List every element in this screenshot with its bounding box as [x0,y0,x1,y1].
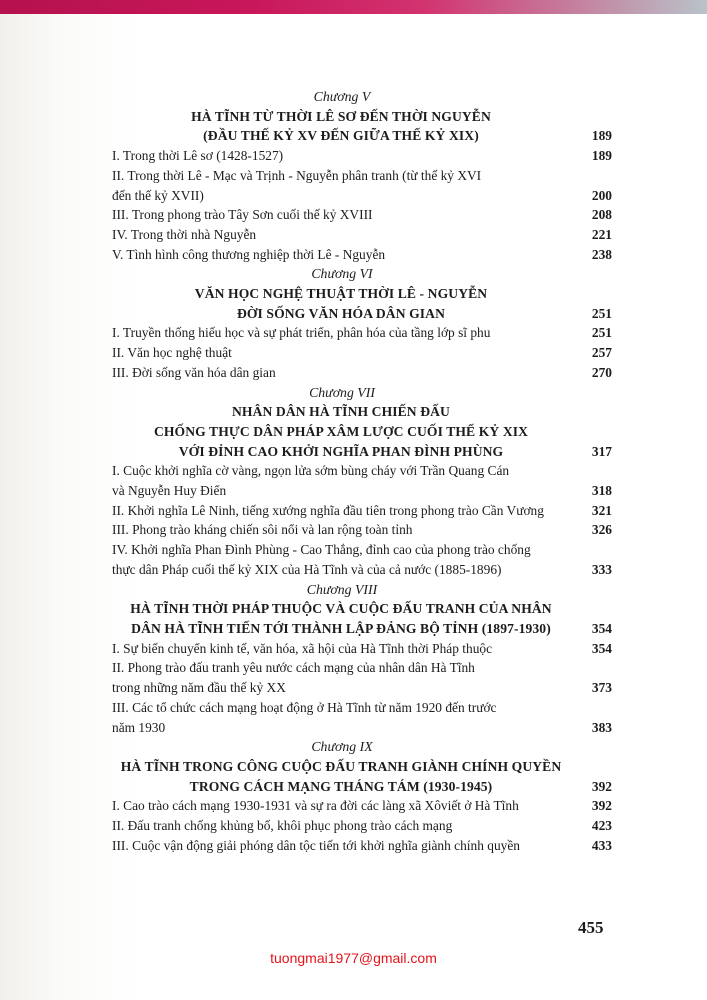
chapter-title-line [112,402,612,422]
chapter-title-text: HÀ TĨNH TRONG CÔNG CUỘC ĐẤU TRANH GIÀNH CHÍNH QUYỀN [120,758,562,774]
chapter-label: Chương V [313,89,371,104]
toc-entry-page: 270 [591,364,612,380]
chapter-page-number: 251 [591,305,612,321]
watermark-email: tuongmai1977@gmail.com [270,950,437,966]
toc-entry-page: 383 [591,719,612,735]
chapter-page-number: 317 [591,443,612,459]
chapter-label: Chương VI [311,266,373,282]
table-of-contents [112,87,612,855]
toc-entry-page: 392 [591,798,612,814]
toc-entry-line [112,678,612,698]
toc-entry-page: 433 [591,837,612,853]
toc-entry-text: II. Trong thời Lê - Mạc và Trịnh - Nguyễn phân tranh (từ thế kỷ XVI [112,167,482,183]
toc-entry-text: trong những năm đầu thế kỷ XX [112,680,286,696]
toc-entry-text: thực dân Pháp cuối thế kỷ XIX của Hà Tĩnh và của cả nước (1885-1896) [112,561,502,577]
chapter-label: Chương VIII [306,581,378,597]
toc-entry-line [112,698,612,718]
chapter-title-text: (ĐẦU THẾ KỶ XV ĐẾN GIỮA THẾ KỶ XIX) [203,128,479,144]
toc-entry-page: 200 [591,187,612,203]
toc-entry-text: I. Trong thời Lê sơ (1428-1527) [112,148,284,164]
chapter-title-text: CHỐNG THỰC DÂN PHÁP XÂM LƯỢC CUỐI THẾ KỶ XIX [153,423,529,439]
toc-entry-text: II. Đấu tranh chống khủng bố, khôi phục phong trào cách mạng [112,818,453,834]
toc-entry-line [112,245,612,265]
toc-entry-line [112,836,612,856]
toc-entry-text: II. Phong trào đấu tranh yêu nước cách mạng của nhân dân Hà Tĩnh [112,660,475,676]
toc-entry-text: đến thế kỷ XVII) [112,187,204,203]
toc-entry-page: 208 [591,207,612,223]
chapter-title-text: VỚI ĐỈNH CAO KHỞI NGHĨA PHAN ĐÌNH PHÙNG [178,443,504,459]
chapter-title-text: NHÂN DÂN HÀ TĨNH CHIẾN ĐẤU [232,404,450,420]
toc-entry-page: 373 [591,680,612,696]
page-number: 455 [578,918,604,937]
toc-entry-page: 318 [591,483,612,499]
toc-entry-text: III. Các tổ chức cách mạng hoạt động ở Hà Tĩnh từ năm 1920 đến trước [112,699,497,715]
toc-entry-line [112,658,612,678]
chapter-page-number: 189 [591,128,612,144]
toc-entry-text: III. Trong phong trào Tây Sơn cuối thế kỷ XVIII [112,207,373,223]
toc-entry-line [112,186,612,206]
chapter-block [112,737,612,855]
chapter-title-text: DÂN HÀ TĨNH TIẾN TỚI THÀNH LẬP ĐẢNG BỘ TỈNH (1897-1930) [131,620,551,636]
chapter-title-text: VĂN HỌC NGHỆ THUẬT THỜI LÊ - NGUYỄN [194,286,488,302]
toc-entry-text: III. Cuộc vận động giải phóng dân tộc tiến tới khởi nghĩa giành chính quyền [112,837,520,853]
toc-entry-page: 257 [591,345,612,361]
chapter-title-line [112,422,612,442]
chapter-block [112,87,612,264]
toc-entry-text: III. Phong trào kháng chiến sôi nổi và lan rộng toàn tỉnh [112,522,413,538]
toc-entry-page: 251 [591,325,612,341]
toc-entry-line [112,639,612,659]
toc-entry-text: IV. Trong thời nhà Nguyễn [112,226,257,242]
chapter-title-text: HÀ TĨNH TỪ THỜI LÊ SƠ ĐẾN THỜI NGUYỄN [191,108,491,124]
toc-entry-text: IV. Khởi nghĩa Phan Đình Phùng - Cao Thắng, đỉnh cao của phong trào chống [112,542,531,558]
toc-entry-line [112,343,612,363]
toc-entry-line [112,796,612,816]
toc-entry-line [112,225,612,245]
chapter-title-line [112,284,612,304]
toc-entry-page: 326 [591,522,612,538]
chapter-title-text: TRONG CÁCH MẠNG THÁNG TÁM (1930-1945) [189,778,493,794]
chapter-title-line [112,777,612,797]
toc-entry-page: 321 [591,502,612,518]
toc-entry-page: 221 [591,226,612,242]
chapter-block [112,383,612,580]
toc-entry-page: 423 [591,818,612,834]
toc-entry-line [112,205,612,225]
chapter-title-text: ĐỜI SỐNG VĂN HÓA DÂN GIAN [236,305,446,321]
toc-entry-text: I. Truyền thống hiếu học và sự phát triển, phân hóa của tầng lớp sĩ phu [112,325,491,341]
toc-entry-page: 333 [591,561,612,577]
chapter-page-number: 392 [591,778,612,794]
toc-entry-page: 238 [591,246,612,262]
chapter-title-line [112,757,612,777]
toc-entry-line [112,816,612,836]
chapter-label: Chương VII [309,384,375,400]
toc-entry-line [112,540,612,560]
chapter-title-line [112,304,612,324]
toc-entry-text: I. Sự biến chuyển kinh tế, văn hóa, xã hội của Hà Tĩnh thời Pháp thuộc [112,640,493,656]
toc-entry-line [112,323,612,343]
cover-edge-band [0,0,707,14]
toc-entry-line [112,363,612,383]
toc-entry-text: và Nguyễn Huy Điển [112,483,227,499]
toc-entry-line [112,461,612,481]
toc-entry-page: 189 [591,148,612,164]
toc-entry-text: I. Cao trào cách mạng 1930-1931 và sự ra đời các làng xã Xôviết ở Hà Tĩnh [112,798,519,814]
chapter-title-line [112,619,612,639]
toc-entry-line [112,520,612,540]
chapter-block [112,264,612,382]
toc-entry-line [112,481,612,501]
toc-entry-line [112,146,612,166]
toc-entry-page: 354 [591,640,612,656]
chapter-title-line [112,126,612,146]
toc-entry-text: II. Khởi nghĩa Lê Ninh, tiếng xướng nghĩa đầu tiên trong phong trào Cần Vương [112,502,544,518]
toc-entry-line [112,501,612,521]
toc-entry-line [112,166,612,186]
toc-entry-text: III. Đời sống văn hóa dân gian [112,364,276,380]
toc-entry-line [112,560,612,580]
chapter-title-line [112,107,612,127]
chapter-title-line [112,442,612,462]
chapter-page-number: 354 [591,620,612,636]
chapter-title-text: HÀ TĨNH THỜI PHÁP THUỘC VÀ CUỘC ĐẤU TRANH CỦA NHÂN [130,601,552,617]
toc-entry-text: V. Tình hình công thương nghiệp thời Lê - Nguyễn [112,246,386,262]
toc-entry-line [112,718,612,738]
toc-entry-text: I. Cuộc khởi nghĩa cờ vàng, ngọn lửa sớm bùng cháy với Trần Quang Cán [112,463,510,479]
chapter-title-line [112,599,612,619]
toc-entry-text: năm 1930 [112,719,166,735]
toc-entry-text: II. Văn học nghệ thuật [112,345,232,361]
chapter-label: Chương IX [311,739,373,755]
chapter-block [112,580,612,738]
